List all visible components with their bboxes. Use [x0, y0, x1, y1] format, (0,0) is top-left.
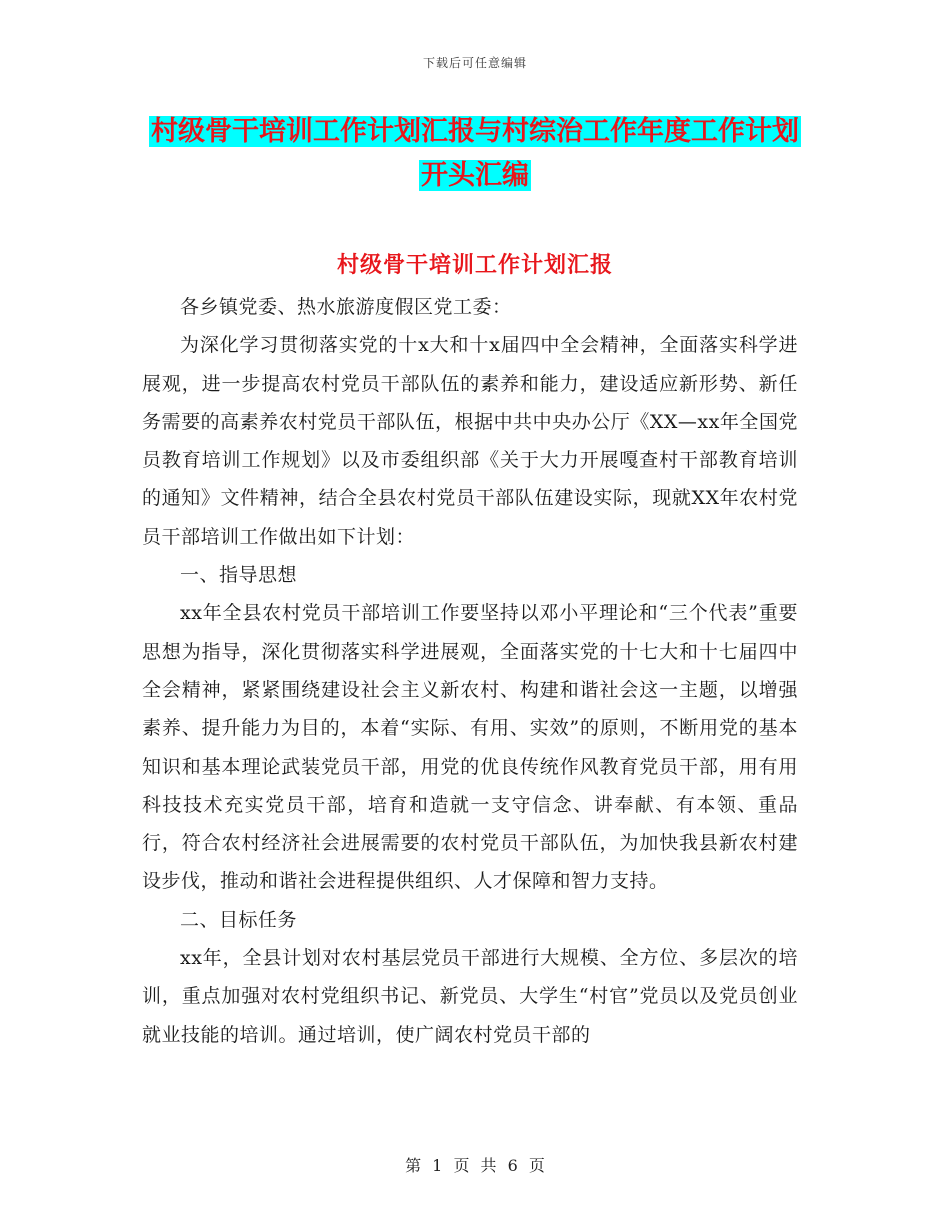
document-title — [140, 110, 810, 198]
heading-goals-tasks: 二、目标任务 — [180, 908, 298, 931]
paragraph-guiding-ideology: xx年全县农村党员干部培训工作要坚持以邓小平理论和“三个代表”重要思想为指导，深化贯彻落实科学进展观，全面落实党的十七大和十七届四中全会精神，紧紧围绕建设社会主义新农村、构建和谐社会这一主题，以增强素养、提升能力为目的，本着“实际、有用、实效”的原则，不断用党的基本知识和基本理论武装党员干部，用党的优良传统作风教育党员干部，用有用科技技术充实党员干部，培育和造就一支守信念、讲奉献、有本领、重品行，符合农村经济社会进展需要的农村党员干部队伍，为加快我县新农村建设步伐，推动和谐社会进程提供组织、人才保障和智力支持。 — [142, 602, 798, 893]
paragraph-goals-tasks: xx年，全县计划对农村基层党员干部进行大规模、全方位、多层次的培训，重点加强对农村党组织书记、新党员、大学生“村官”党员以及党员创业就业技能的培训。通过培训，使广阔农村党员干部的 — [142, 947, 798, 1046]
page-header-note: 下载后可任意编辑 — [422, 56, 527, 70]
page-footer: 第 1 页 共 6 页 — [405, 1156, 545, 1175]
paragraph-salutation: 各乡镇党委、热水旅游度假区党工委： — [180, 296, 512, 318]
document-body — [142, 288, 798, 1054]
document-title-text: 村级骨干培训工作计划汇报与村综治工作年度工作计划开头汇编 — [151, 116, 799, 191]
heading-guiding-ideology: 一、指导思想 — [180, 564, 298, 587]
paragraph-intro: 为深化学习贯彻落实党的十x大和十x届四中全会精神，全面落实科学进展观，进一步提高农村党员干部队伍的素养和能力，建设适应新形势、新任务需要的高素养农村党员干部队伍，根据中共中央办公厅《XX—xx年全国党员教育培训工作规划》以及市委组织部《关于大力开展嘎查村干部教育培训的通知》文件精神，结合全县农村党员干部队伍建设实际，现就XX年农村党员干部培训工作做出如下计划： — [142, 334, 798, 548]
section-title: 村级骨干培训工作计划汇报 — [336, 253, 613, 278]
